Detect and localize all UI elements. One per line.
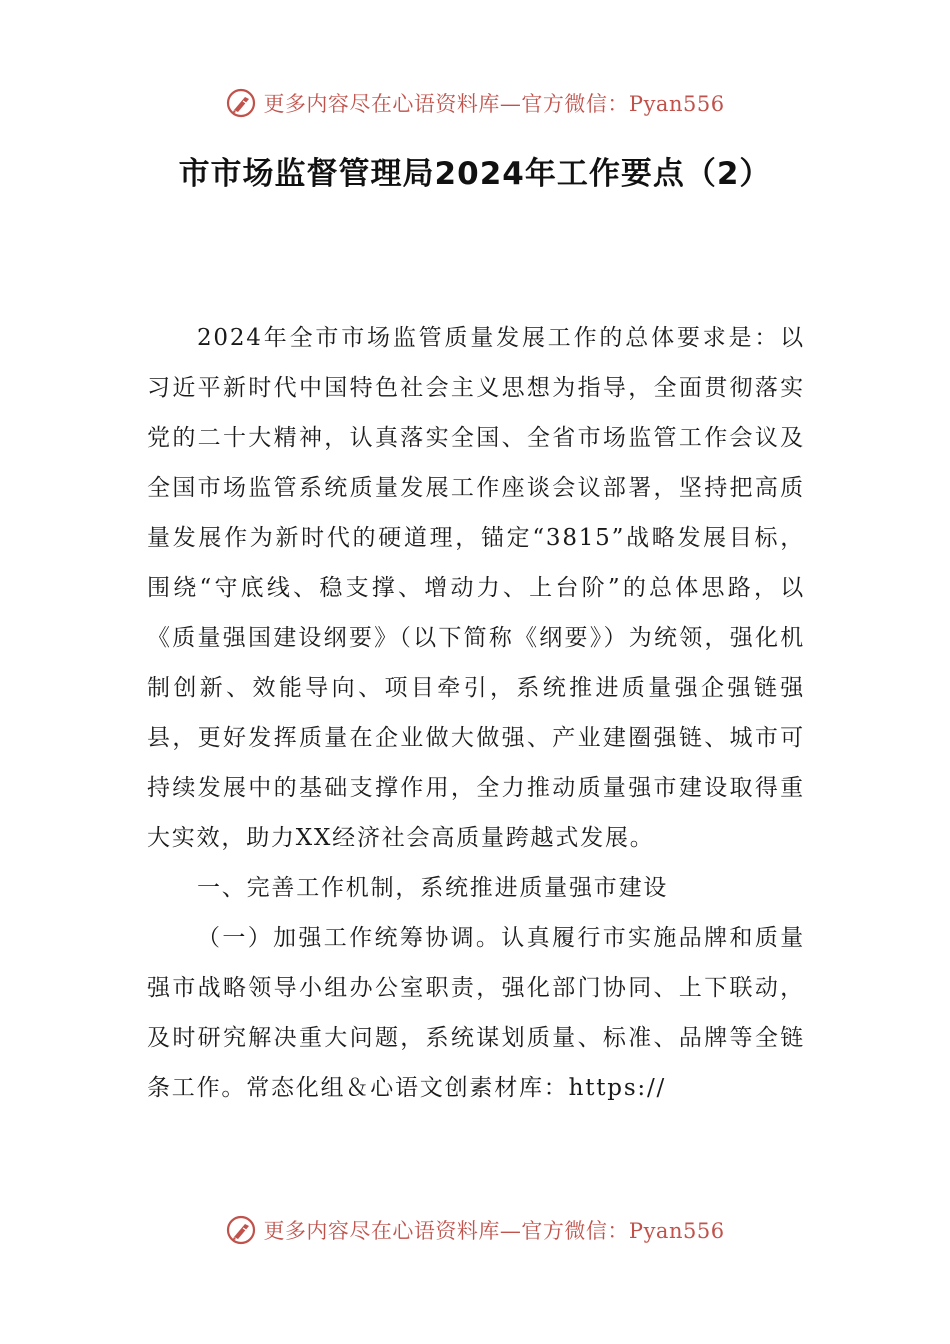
watermark-footer <box>0 1210 950 1250</box>
pen-nib-circle-icon <box>225 87 257 119</box>
pen-nib-circle-icon <box>225 1214 257 1246</box>
document-body <box>147 313 805 1113</box>
section-heading: 一、完善工作机制，系统推进质量强市建设 <box>197 875 669 901</box>
watermark-text: 更多内容尽在心语资料库—官方微信：Pyan556 <box>263 92 725 116</box>
subsection-paragraph: （一）加强工作统筹协调。认真履行市实施品牌和质量强市战略领导小组办公室职责，强化部门协同、上下联动，及时研究解决重大问题，系统谋划质量、标准、品牌等全链条工作。常态化组＆心语文创素材库：https:// <box>147 925 805 1101</box>
watermark-text: 更多内容尽在心语资料库—官方微信：Pyan556 <box>263 1219 725 1243</box>
document-title: 市市场监督管理局2024年工作要点（2） <box>178 156 772 192</box>
watermark-header <box>0 83 950 123</box>
intro-paragraph: 2024年全市市场监管质量发展工作的总体要求是：以习近平新时代中国特色社会主义思想为指导，全面贯彻落实党的二十大精神，认真落实全国、全省市场监管工作会议及全国市场监管系统质量发展工作座谈会议部署，坚持把高质量发展作为新时代的硬道理，锚定“3815”战略发展目标，围绕“守底线、稳支撑、增动力、上台阶”的总体思路，以《质量强国建设纲要》（以下简称《纲要》）为统领，强化机制创新、效能导向、项目牵引，系统推进质量强企强链强县，更好发挥质量在企业做大做强、产业建圈强链、城市可持续发展中的基础支撑作用，全力推动质量强市建设取得重大实效，助力XX经济社会高质量跨越式发展。 <box>147 325 805 851</box>
